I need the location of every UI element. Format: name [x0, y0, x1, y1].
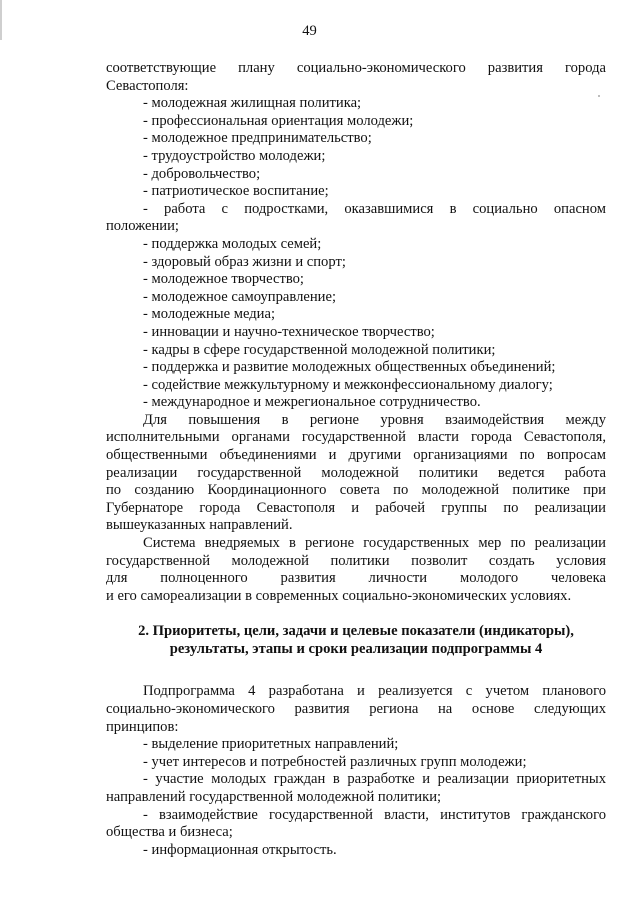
paragraph-line: Система внедряемых в регионе государственных мер по реализации — [143, 535, 606, 552]
paragraph-line: исполнительными органами государственной власти города Севастополя, — [106, 429, 606, 446]
list-item: - трудоустройство молодежи; — [143, 147, 326, 164]
paragraph-line: реализации государственной молодежной политики ведется работа — [106, 464, 606, 481]
section-heading — [106, 622, 606, 658]
list-item: - здоровый образ жизни и спорт; — [143, 253, 346, 270]
list-item: - информационная открытость. — [143, 841, 337, 858]
intro-line: соответствующие плану социально-экономического развития города — [106, 60, 606, 76]
paragraph-line: для полноценного развития личности молодого человека — [106, 570, 606, 587]
paragraph-line: и его самореализации в современных социально-экономических условиях. — [106, 587, 572, 604]
list-item: - поддержка и развитие молодежных общественных объединений; — [143, 359, 556, 376]
list-item: - международное и межрегиональное сотрудничество. — [143, 394, 481, 411]
paragraph-line: принципов: — [106, 718, 179, 735]
paragraph-coordination — [106, 412, 606, 535]
list-item: - патриотическое воспитание; — [143, 183, 329, 200]
section-heading-line: 2. Приоритеты, цели, задачи и целевые показатели (индикаторы), — [138, 623, 574, 640]
list-item: - выделение приоритетных направлений; — [143, 736, 399, 753]
list-item: - содействие межкультурному и межконфессиональному диалогу; — [143, 376, 553, 393]
list-item: - участие молодых граждан в разработке и реализации приоритетных — [143, 771, 606, 788]
list-item: - молодежная жилищная политика; — [143, 95, 362, 112]
list-item: - молодежное творчество; — [143, 271, 304, 288]
paragraph-line: государственной молодежной политики позволит создать условия — [106, 552, 606, 569]
paragraph-line: Подпрограмма 4 разработана и реализуется с учетом планового — [143, 683, 606, 700]
paragraph-system — [106, 535, 606, 605]
list-item: - молодежные медиа; — [143, 306, 276, 323]
list-item-continuation: общества и бизнеса; — [106, 824, 233, 841]
document-body — [106, 60, 606, 859]
section-heading-line: результаты, этапы и сроки реализации подпрограммы 4 — [169, 641, 543, 658]
list-item-continuation: положении; — [106, 218, 179, 235]
paragraph-subprogram — [106, 683, 606, 736]
list-item: - кадры в сфере государственной молодежной политики; — [143, 341, 496, 358]
principles-list — [106, 736, 606, 859]
list-item: - молодежное самоуправление; — [143, 288, 337, 305]
list-item-continuation: направлений государственной молодежной политики; — [106, 788, 442, 805]
list-item: - профессиональная ориентация молодежи; — [143, 112, 414, 129]
list-item: - учет интересов и потребностей различных групп молодежи; — [143, 753, 527, 770]
list-item: - молодежное предпринимательство; — [143, 130, 372, 147]
list-item: - добровольчество; — [143, 165, 261, 182]
paragraph-line: вышеуказанных направлений. — [106, 517, 293, 534]
paragraph-line: Губернаторе города Севастополя и рабочей группы по реализации — [106, 499, 606, 516]
paragraph-line: социально-экономического развития региона на основе следующих — [106, 701, 606, 717]
paragraph-line: по созданию Координационного совета по молодежной политике при — [106, 482, 606, 499]
directions-list — [106, 95, 606, 412]
list-item: - взаимодействие государственной власти, институтов гражданского — [143, 806, 606, 823]
paragraph-line: общественными объединениями и другими организациями по вопросам — [106, 447, 606, 464]
list-item: - инновации и научно-техническое творчество; — [143, 323, 435, 340]
page-number: 49 — [302, 23, 317, 39]
list-item: - работа с подростками, оказавшимися в социально опасном — [143, 200, 606, 217]
paragraph-line: Для повышения в регионе уровня взаимодействия между — [143, 411, 606, 428]
intro-line: Севастополя: — [106, 77, 189, 94]
list-item: - поддержка молодых семей; — [143, 235, 322, 252]
